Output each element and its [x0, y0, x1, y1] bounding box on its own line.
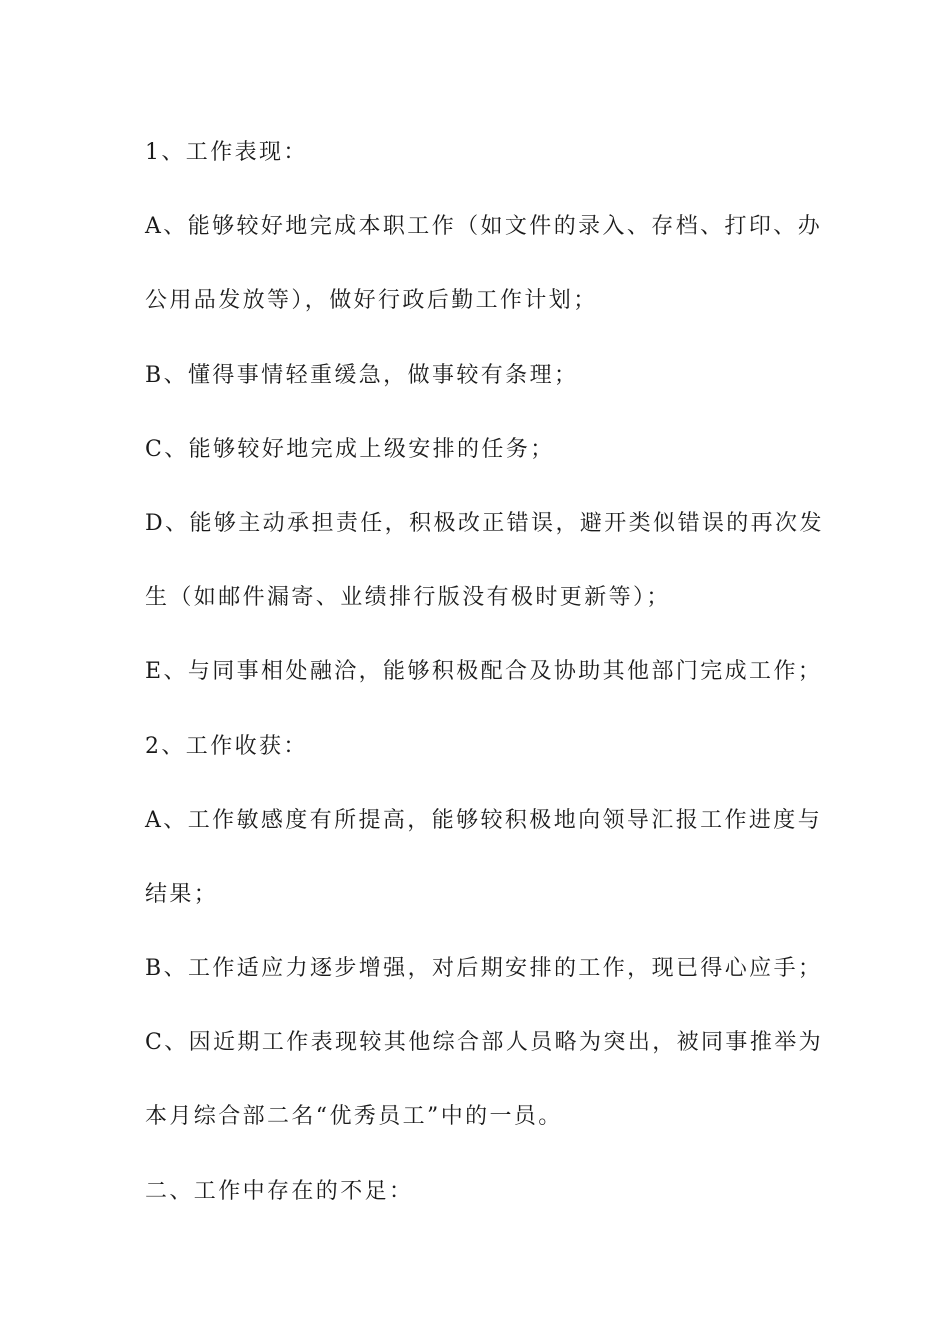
paragraph-line: 本月综合部二名“优秀员工”中的一员。 — [145, 1104, 563, 1130]
document-body — [145, 134, 824, 1247]
section-heading-work-performance: 1、工作表现： — [145, 140, 308, 165]
paragraph-line: B、工作适应力逐步增强，对后期安排的工作，现已得心应手； — [145, 956, 823, 982]
paragraph-line: 结果； — [145, 881, 219, 907]
paragraph-line: 生（如邮件漏寄、业绩排行版没有极时更新等）； — [145, 585, 671, 611]
paragraph-line: C、能够较好地完成上级安排的任务； — [145, 436, 555, 462]
paragraph-line: E、与同事相处融洽，能够积极配合及协助其他部门完成工作； — [145, 659, 823, 685]
section-heading-work-gains: 2、工作收获： — [145, 733, 308, 759]
paragraph-line: 公用品发放等），做好行政后勤工作计划； — [145, 288, 598, 314]
section-heading-shortcomings: 二、工作中存在的不足： — [145, 1178, 414, 1204]
paragraph-line: D、能够主动承担责任，积极改正错误，避开类似错误的再次发 — [145, 510, 824, 536]
paragraph-line: A、能够较好地完成本职工作（如文件的录入、存档、打印、办 — [145, 214, 823, 240]
paragraph-line: C、因近期工作表现较其他综合部人员略为突出，被同事推举为 — [145, 1030, 824, 1056]
paragraph-line: A、工作敏感度有所提高，能够较积极地向领导汇报工作进度与 — [145, 807, 823, 833]
paragraph-line: B、懂得事情轻重缓急，做事较有条理； — [145, 362, 579, 388]
